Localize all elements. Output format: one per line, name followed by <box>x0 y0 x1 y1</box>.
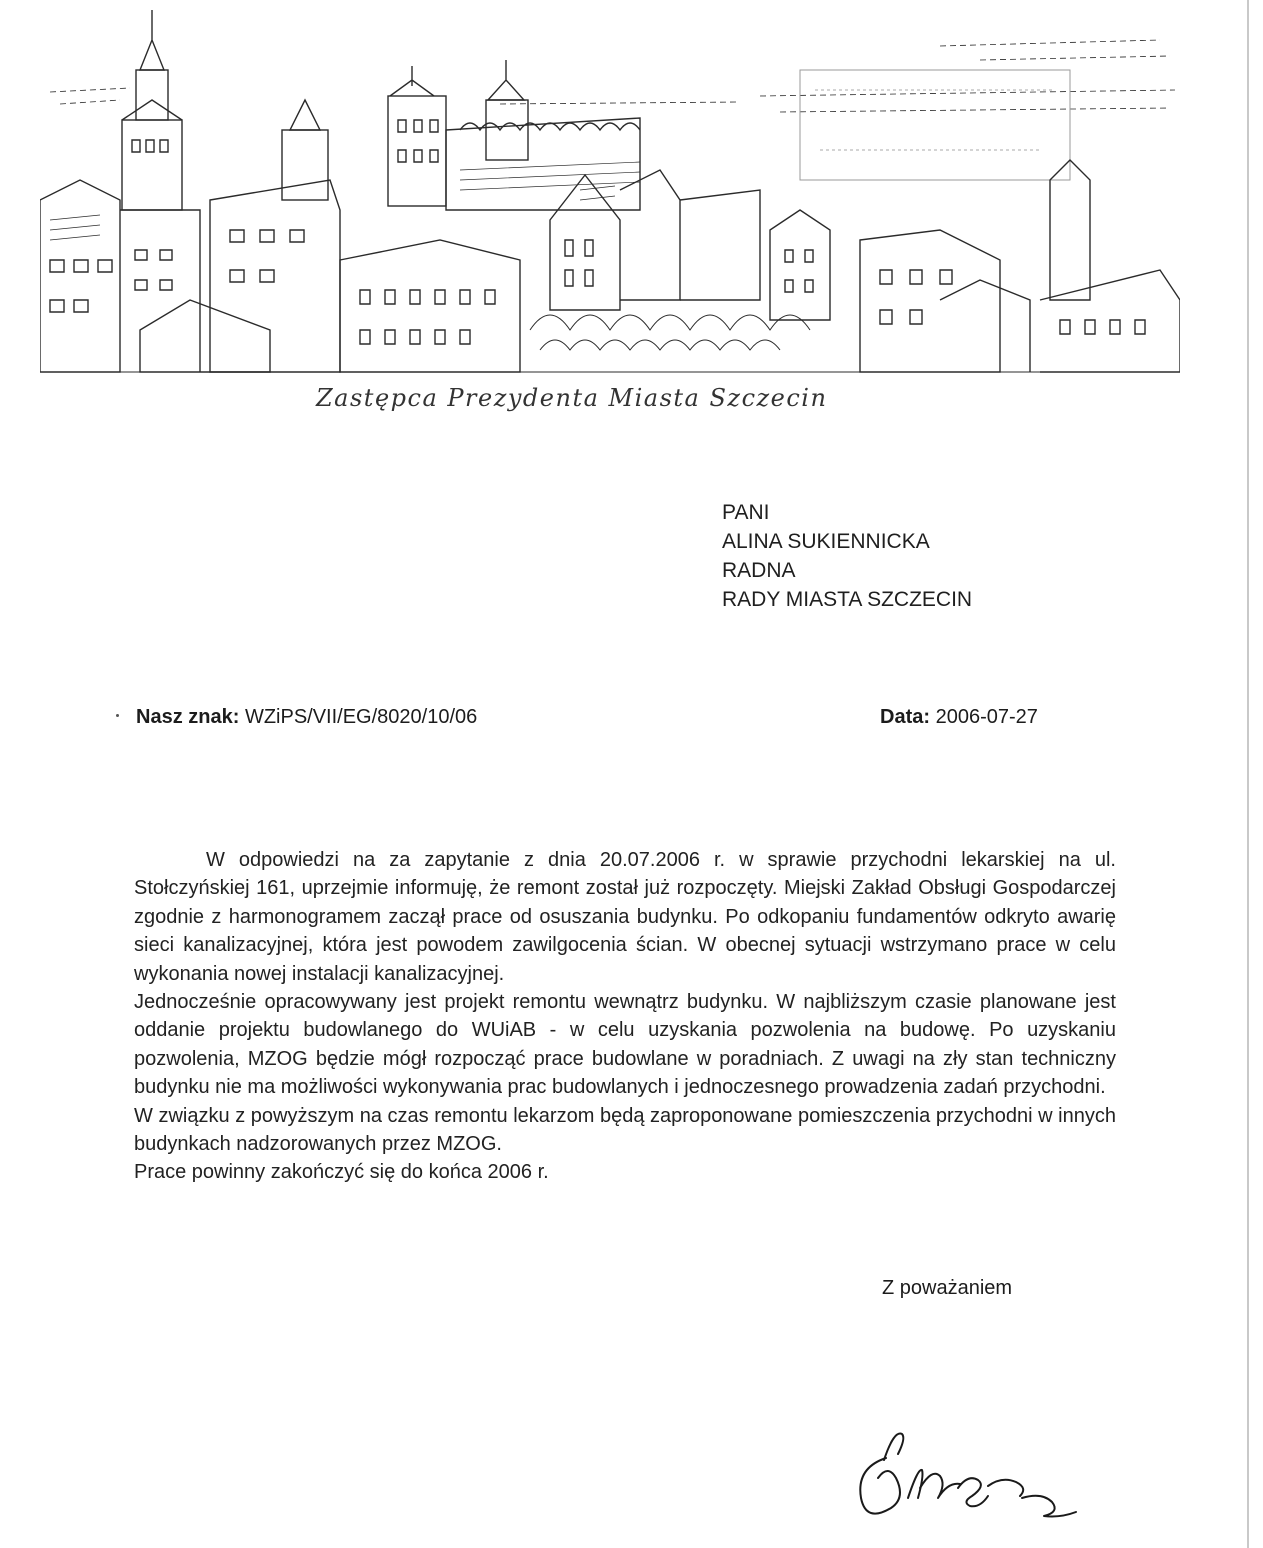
reference-number <box>136 706 477 729</box>
date-value: 2006-07-27 <box>935 706 1038 728</box>
margin-mark <box>116 714 119 717</box>
closing-salutation: Z poważaniem <box>882 1277 1013 1299</box>
letter-date <box>880 706 1038 729</box>
body-paragraph: W związku z powyższym na czas remontu lekarzom będą zaproponowane pomieszczenia przychodni w innych budynkach nadzorowanych przez MZOG. <box>134 1104 1116 1156</box>
recipient-line: RADY MIASTA SZCZECIN <box>722 588 973 611</box>
recipient-line: PANI <box>722 501 770 524</box>
handwritten-signature <box>846 1418 1096 1538</box>
letterhead-title: Zastępca Prezydenta Miasta Szczecin <box>316 384 828 412</box>
page-edge-line <box>1247 0 1249 1548</box>
letter-body <box>134 846 1116 1187</box>
body-paragraph: Prace powinny zakończyć się do końca 2006 r. <box>134 1161 549 1184</box>
reference-value: WZiPS/VII/EG/8020/10/06 <box>244 706 478 728</box>
city-skyline-illustration <box>40 0 1180 385</box>
reference-label: Nasz znak: <box>136 706 240 728</box>
body-paragraph: W odpowiedzi na za zapytanie z dnia 20.07.2006 r. w sprawie przychodni lekarskiej na ul. Stołczyńskiej 161, uprzejmie informuję, że remont został już rozpoczęty. Miejski Zakład Obsługi Gospodarczej zgodnie z harmonogramem zaczął prace od osuszania budynku. Po odkopaniu fundamentów odkryto awarię sieci kanalizacyjnej, która jest powodem zawilgocenia ścian. W obecnej sytuacji wstrzymano prace w celu wykonania nowej instalacji kanalizacyjnej. <box>134 849 1116 985</box>
recipient-line: ALINA SUKIENNICKA <box>722 530 930 553</box>
recipient-line: RADNA <box>722 559 796 582</box>
date-label: Data: <box>880 706 931 728</box>
recipient-address <box>722 498 972 614</box>
body-paragraph: Jednocześnie opracowywany jest projekt remontu wewnątrz budynku. W najbliższym czasie planowane jest oddanie projektu budowlanego do WUiAB - w celu uzyskania pozwolenia na budowę. Po uzyskaniu pozwolenia, MZOG będzie mógł rozpocząć prace budowlane w poradniach. Z uwagi na zły stan techniczny budynku nie ma możliwości wykonywania prac budowlanych i jednoczesnego prowadzenia zadań przychodni. <box>134 991 1116 1099</box>
